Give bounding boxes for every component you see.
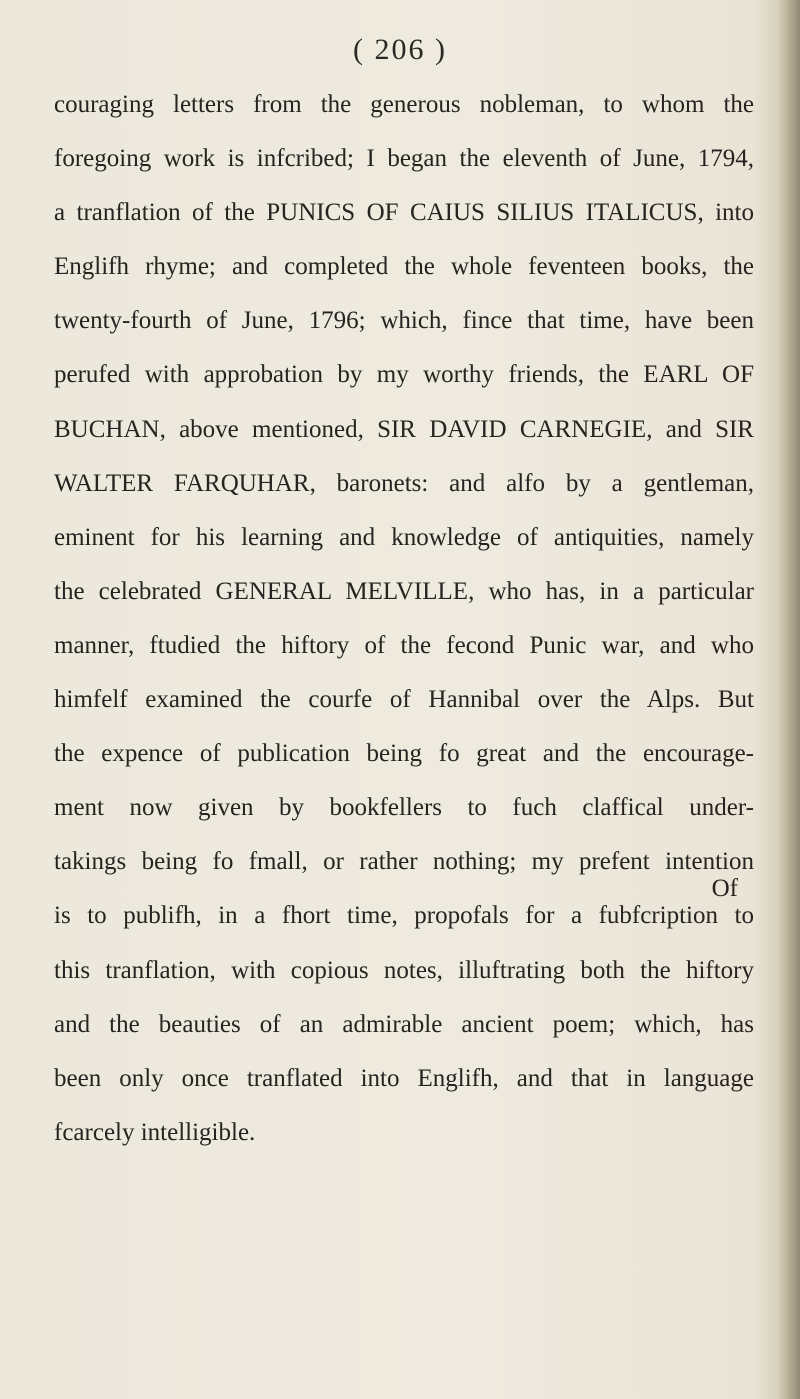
text-line: WALTER FARQUHAR, baronets: and alfo by a gentleman, (54, 469, 754, 497)
text-line: perufed with approbation by my worthy friends, the EARL OF (54, 361, 754, 389)
text-line: foregoing work is infcribed; I began the eleventh of June, 1794, (54, 145, 754, 173)
text-line: been only once tranflated into Englifh, and that in language (54, 1064, 754, 1092)
text-line: eminent for his learning and knowledge of antiquities, namely (54, 523, 754, 551)
text-line: is to publifh, in a fhort time, propofals for a fubfcription to (54, 902, 754, 930)
text-line: ment now given by bookfellers to fuch claffical under- (54, 794, 754, 822)
text-line: this tranflation, with copious notes, illuftrating both the hiftory (54, 956, 754, 984)
text-line: couraging letters from the generous nobleman, to whom the (54, 91, 754, 118)
text-line: the expence of publication being fo great and the encourage- (54, 740, 754, 768)
page-edge-shadow (778, 0, 800, 1399)
text-line: a tranflation of the PUNICS OF CAIUS SILIUS ITALICUS, into (54, 199, 754, 227)
text-line: himfelf examined the courfe of Hannibal over the Alps. But (54, 686, 754, 714)
text-line: the celebrated GENERAL MELVILLE, who has, in a particular (54, 577, 754, 605)
text-line: fcarcely intelligible. (54, 1118, 256, 1146)
page-number: ( 206 ) (353, 33, 447, 66)
text-line: twenty-fourth of June, 1796; which, fince that time, have been (54, 307, 754, 335)
text-line: BUCHAN, above mentioned, SIR DAVID CARNEGIE, and SIR (54, 415, 754, 443)
text-line: takings being fo fmall, or rather nothing; my prefent intention (54, 848, 754, 876)
text-line: manner, ftudied the hiftory of the fecond Punic war, and who (54, 631, 754, 659)
body-text (54, 78, 754, 1160)
text-line: and the beauties of an admirable ancient poem; which, has (54, 1010, 754, 1038)
catchword: Of (711, 875, 738, 902)
text-line: Englifh rhyme; and completed the whole feventeen books, the (54, 253, 754, 281)
